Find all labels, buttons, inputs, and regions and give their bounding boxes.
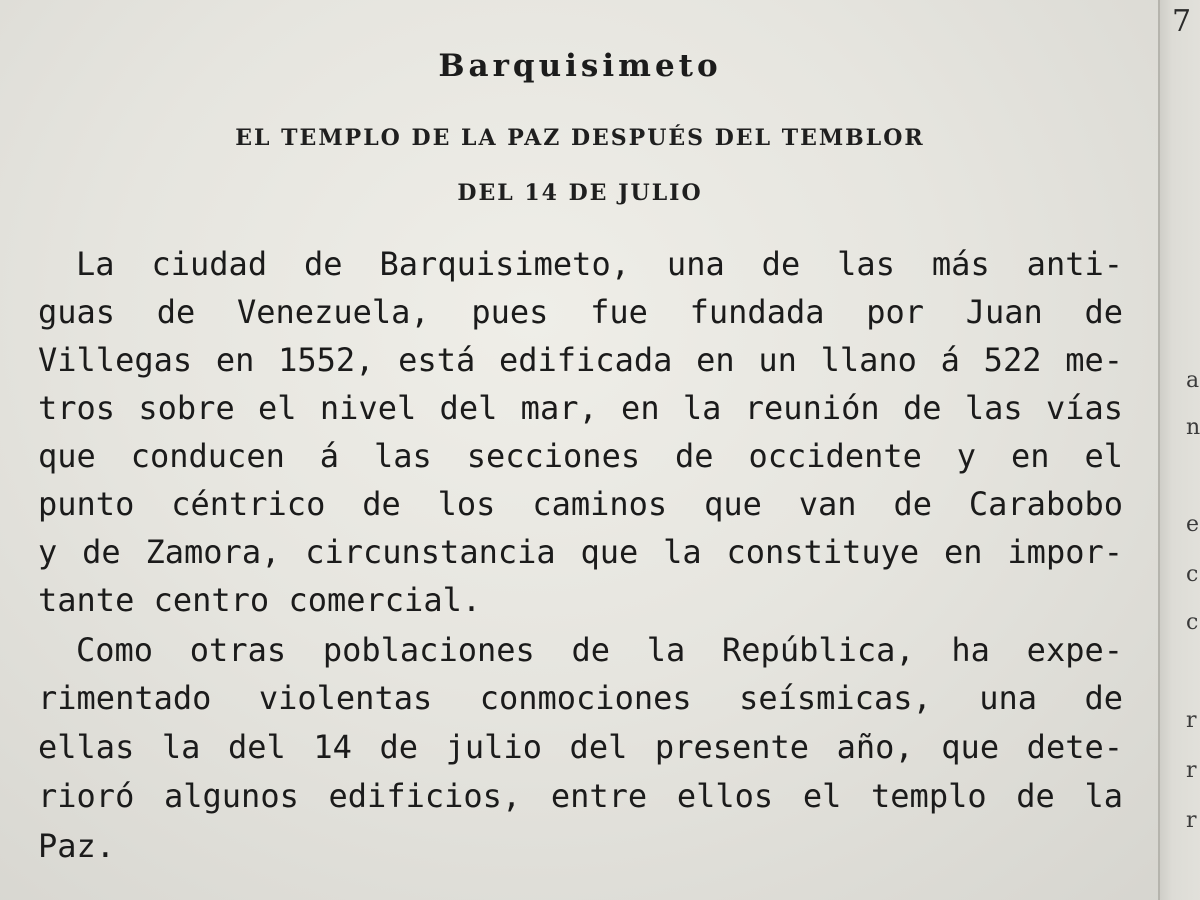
paragraph-2-line: rimentado violentas conmociones seísmicas, una de (38, 679, 1123, 717)
paragraph-2-line: Paz. (38, 827, 116, 865)
paragraph-2-line: Como otras poblaciones de la República, ha expe- (76, 631, 1123, 669)
article-subtitle-line-2: DEL 14 DE JULIO (457, 180, 703, 206)
article-title: Barquisimeto (438, 48, 722, 84)
adjacent-page-letter: r (1186, 808, 1197, 833)
paragraph-1-line: guas de Venezuela, pues fue fundada por Juan de (38, 293, 1123, 331)
adjacent-page-corner-mark: 7 (1172, 4, 1192, 39)
paragraph-2-line: ellas la del 14 de julio del presente año, que dete- (38, 728, 1123, 766)
adjacent-page-letter: c (1186, 610, 1199, 635)
paragraph-1-line: y de Zamora, circunstancia que la constituye en impor- (38, 533, 1123, 571)
article-subtitle-line-1: EL TEMPLO DE LA PAZ DESPUÉS DEL TEMBLOR (235, 125, 925, 151)
paragraph-1-line: punto céntrico de los caminos que van de Carabobo (38, 485, 1123, 523)
adjacent-page-letter: a (1186, 368, 1200, 393)
adjacent-page-letter: e (1186, 512, 1200, 537)
adjacent-page-letter: r (1186, 708, 1197, 733)
paragraph-1-line: tante centro comercial. (38, 581, 482, 619)
adjacent-page-letter: n (1186, 415, 1200, 440)
paragraph-1-line: La ciudad de Barquisimeto, una de las más anti- (76, 245, 1123, 283)
paragraph-1-line: Villegas en 1552, está edificada en un llano á 522 me- (38, 341, 1123, 379)
adjacent-page-letter: c (1186, 562, 1199, 587)
paragraph-1-line: que conducen á las secciones de occidente y en el (38, 437, 1123, 475)
paragraph-1-line: tros sobre el nivel del mar, en la reunión de las vías (38, 389, 1123, 427)
adjacent-page-letter: r (1186, 758, 1197, 783)
paragraph-2-line: rioró algunos edificios, entre ellos el templo de la (38, 777, 1123, 815)
